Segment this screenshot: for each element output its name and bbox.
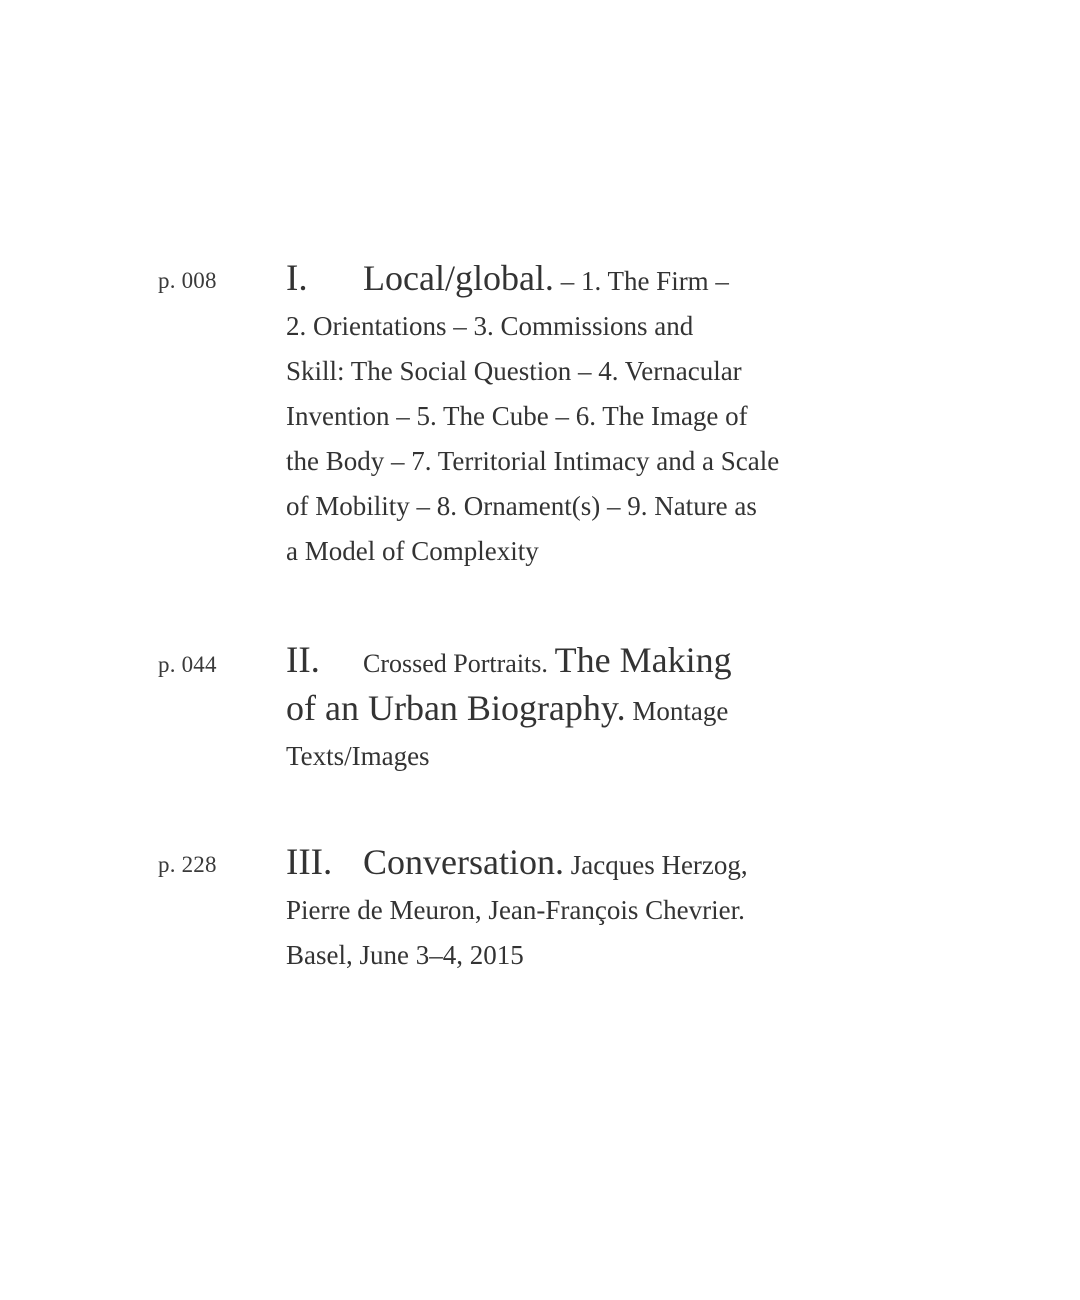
section-numeral: II. [286, 640, 320, 681]
entry-line: – 1. The Firm – [560, 266, 729, 296]
entry-line: of Mobility – 8. Ornament(s) – 9. Nature as [286, 491, 757, 521]
entry-line: 2. Orientations – 3. Commissions and [286, 311, 694, 341]
page-number: p. 044 [158, 652, 217, 677]
entry-line: Skill: The Social Question – 4. Vernacular [286, 356, 742, 386]
section-numeral: III. [286, 842, 333, 883]
entry-line: Jacques Herzog, [570, 850, 748, 880]
section-title: Conversation. [363, 842, 564, 882]
entry-text [286, 840, 866, 978]
entry-line: Pierre de Meuron, Jean-François Chevrier. [286, 895, 745, 925]
section-numeral: I. [286, 258, 308, 299]
section-title: The Making [554, 640, 732, 680]
entry-line: Texts/Images [286, 741, 430, 771]
section-title: Local/global. [363, 258, 554, 298]
entry-line: Montage [632, 696, 729, 726]
page-number: p. 228 [158, 852, 217, 877]
entry-line: the Body – 7. Territorial Intimacy and a Scale [286, 446, 780, 476]
entry-line: Basel, June 3–4, 2015 [286, 940, 524, 970]
entry-text [286, 256, 866, 574]
entry-text [286, 638, 866, 779]
entry-line: a Model of Complexity [286, 536, 539, 566]
section-title: of an Urban Biography. [286, 688, 626, 728]
section-subtitle: Crossed Portraits. [363, 649, 548, 678]
entry-line: Invention – 5. The Cube – 6. The Image of [286, 401, 748, 431]
page-number: p. 008 [158, 268, 217, 293]
